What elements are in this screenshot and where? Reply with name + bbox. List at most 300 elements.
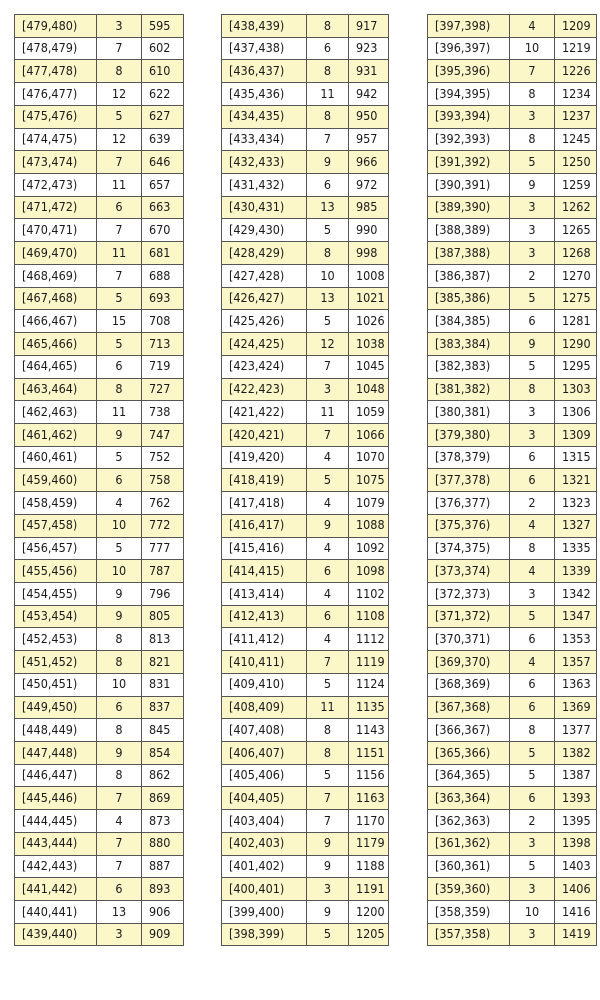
cumulative-count-cell: 1398: [555, 832, 597, 855]
table-row: [428, 492, 597, 515]
cumulative-count-cell: 1124: [349, 673, 389, 696]
cumulative-count-cell: 931: [349, 60, 389, 83]
table-row: [428, 514, 597, 537]
table-row: [15, 742, 184, 765]
frequency-cell: 4: [510, 15, 555, 38]
table-row: [222, 673, 389, 696]
frequency-cell: 4: [307, 537, 349, 560]
frequency-cell: 13: [307, 196, 349, 219]
table-row: [15, 242, 184, 265]
frequency-cell: 8: [510, 128, 555, 151]
score-interval-cell: [415,416): [222, 537, 307, 560]
cumulative-count-cell: 1045: [349, 355, 389, 378]
table-row: [428, 105, 597, 128]
frequency-cell: 7: [97, 151, 142, 174]
table-row: [15, 196, 184, 219]
score-interval-cell: [361,362): [428, 832, 510, 855]
table-row: [428, 196, 597, 219]
table-row: [428, 401, 597, 424]
score-interval-cell: [427,428): [222, 264, 307, 287]
cumulative-count-cell: 1188: [349, 855, 389, 878]
table-row: [222, 287, 389, 310]
score-interval-cell: [438,439): [222, 15, 307, 38]
cumulative-count-cell: 657: [142, 174, 184, 197]
frequency-cell: 11: [307, 401, 349, 424]
frequency-cell: 3: [510, 832, 555, 855]
frequency-cell: 5: [307, 219, 349, 242]
cumulative-count-cell: 1205: [349, 923, 389, 946]
table-row: [15, 15, 184, 38]
cumulative-count-cell: 1226: [555, 60, 597, 83]
table-row: [222, 787, 389, 810]
cumulative-count-cell: 719: [142, 355, 184, 378]
frequency-cell: 4: [97, 810, 142, 833]
cumulative-count-cell: 869: [142, 787, 184, 810]
score-interval-cell: [393,394): [428, 105, 510, 128]
table-row: [15, 832, 184, 855]
score-interval-cell: [431,432): [222, 174, 307, 197]
cumulative-count-cell: 727: [142, 378, 184, 401]
score-interval-cell: [378,379): [428, 446, 510, 469]
frequency-cell: 10: [97, 673, 142, 696]
cumulative-count-cell: 1156: [349, 764, 389, 787]
score-interval-cell: [412,413): [222, 605, 307, 628]
score-interval-cell: [420,421): [222, 423, 307, 446]
table-row: [428, 287, 597, 310]
cumulative-count-cell: 813: [142, 628, 184, 651]
table-row: [222, 15, 389, 38]
table-row: [222, 355, 389, 378]
frequency-cell: 8: [307, 242, 349, 265]
cumulative-count-cell: 998: [349, 242, 389, 265]
score-interval-cell: [467,468): [15, 287, 97, 310]
cumulative-count-cell: 738: [142, 401, 184, 424]
cumulative-count-cell: 1250: [555, 151, 597, 174]
score-interval-cell: [474,475): [15, 128, 97, 151]
score-interval-cell: [417,418): [222, 492, 307, 515]
cumulative-count-cell: 985: [349, 196, 389, 219]
table-row: [15, 219, 184, 242]
cumulative-count-cell: 1382: [555, 742, 597, 765]
score-interval-cell: [429,430): [222, 219, 307, 242]
table-row: [222, 582, 389, 605]
table-row: [15, 582, 184, 605]
score-table-body: [15, 15, 184, 946]
score-interval-cell: [423,424): [222, 355, 307, 378]
table-row: [222, 333, 389, 356]
frequency-cell: 13: [97, 901, 142, 924]
table-row: [222, 696, 389, 719]
table-row: [15, 696, 184, 719]
cumulative-count-cell: 1393: [555, 787, 597, 810]
table-row: [222, 151, 389, 174]
score-interval-cell: [359,360): [428, 878, 510, 901]
frequency-cell: 10: [307, 264, 349, 287]
score-interval-cell: [386,387): [428, 264, 510, 287]
frequency-cell: 10: [97, 560, 142, 583]
table-row: [428, 673, 597, 696]
table-row: [15, 469, 184, 492]
score-interval-cell: [418,419): [222, 469, 307, 492]
frequency-cell: 9: [97, 423, 142, 446]
cumulative-count-cell: 942: [349, 83, 389, 106]
cumulative-count-cell: 1268: [555, 242, 597, 265]
score-interval-cell: [421,422): [222, 401, 307, 424]
frequency-cell: 4: [97, 492, 142, 515]
table-row: [428, 446, 597, 469]
cumulative-count-cell: 777: [142, 537, 184, 560]
cumulative-count-cell: 1342: [555, 582, 597, 605]
score-interval-cell: [454,455): [15, 582, 97, 605]
score-interval-cell: [406,407): [222, 742, 307, 765]
cumulative-count-cell: 1179: [349, 832, 389, 855]
table-row: [428, 151, 597, 174]
score-interval-cell: [469,470): [15, 242, 97, 265]
cumulative-count-cell: 887: [142, 855, 184, 878]
frequency-cell: 8: [307, 105, 349, 128]
frequency-cell: 8: [307, 15, 349, 38]
score-interval-cell: [405,406): [222, 764, 307, 787]
table-row: [428, 310, 597, 333]
frequency-cell: 5: [307, 310, 349, 333]
score-interval-cell: [372,373): [428, 582, 510, 605]
table-row: [222, 719, 389, 742]
frequency-cell: 3: [510, 582, 555, 605]
score-interval-cell: [470,471): [15, 219, 97, 242]
cumulative-count-cell: 646: [142, 151, 184, 174]
table-row: [222, 423, 389, 446]
table-row: [15, 83, 184, 106]
table-row: [428, 60, 597, 83]
cumulative-count-cell: 950: [349, 105, 389, 128]
frequency-cell: 8: [510, 719, 555, 742]
frequency-cell: 3: [97, 15, 142, 38]
cumulative-count-cell: 1270: [555, 264, 597, 287]
score-interval-cell: [370,371): [428, 628, 510, 651]
score-interval-cell: [465,466): [15, 333, 97, 356]
score-interval-cell: [443,444): [15, 832, 97, 855]
table-row: [222, 878, 389, 901]
table-row: [15, 560, 184, 583]
cumulative-count-cell: 1112: [349, 628, 389, 651]
score-interval-cell: [433,434): [222, 128, 307, 151]
frequency-cell: 5: [97, 537, 142, 560]
frequency-cell: 8: [97, 628, 142, 651]
frequency-cell: 9: [307, 151, 349, 174]
score-interval-cell: [397,398): [428, 15, 510, 38]
frequency-cell: 5: [97, 333, 142, 356]
score-interval-cell: [435,436): [222, 83, 307, 106]
table-row: [15, 355, 184, 378]
cumulative-count-cell: 1295: [555, 355, 597, 378]
score-interval-cell: [451,452): [15, 651, 97, 674]
score-interval-cell: [408,409): [222, 696, 307, 719]
score-interval-cell: [394,395): [428, 83, 510, 106]
cumulative-count-cell: 747: [142, 423, 184, 446]
score-interval-cell: [468,469): [15, 264, 97, 287]
frequency-cell: 6: [97, 878, 142, 901]
cumulative-count-cell: 966: [349, 151, 389, 174]
cumulative-count-cell: 708: [142, 310, 184, 333]
cumulative-count-cell: 1369: [555, 696, 597, 719]
table-row: [222, 560, 389, 583]
score-interval-cell: [360,361): [428, 855, 510, 878]
table-row: [428, 742, 597, 765]
table-row: [428, 174, 597, 197]
cumulative-count-cell: 1119: [349, 651, 389, 674]
score-interval-cell: [411,412): [222, 628, 307, 651]
cumulative-count-cell: 595: [142, 15, 184, 38]
cumulative-count-cell: 1191: [349, 878, 389, 901]
cumulative-count-cell: 688: [142, 264, 184, 287]
frequency-cell: 8: [97, 719, 142, 742]
frequency-cell: 6: [510, 469, 555, 492]
table-row: [222, 537, 389, 560]
table-row: [222, 37, 389, 60]
table-row: [15, 764, 184, 787]
score-table-1: [14, 14, 184, 946]
frequency-cell: 7: [307, 355, 349, 378]
score-interval-cell: [388,389): [428, 219, 510, 242]
cumulative-count-cell: 1347: [555, 605, 597, 628]
score-interval-cell: [455,456): [15, 560, 97, 583]
score-interval-cell: [478,479): [15, 37, 97, 60]
table-row: [428, 582, 597, 605]
frequency-cell: 7: [307, 423, 349, 446]
table-row: [428, 423, 597, 446]
cumulative-count-cell: 1059: [349, 401, 389, 424]
score-interval-cell: [376,377): [428, 492, 510, 515]
score-interval-cell: [373,374): [428, 560, 510, 583]
score-interval-cell: [458,459): [15, 492, 97, 515]
cumulative-count-cell: 681: [142, 242, 184, 265]
cumulative-count-cell: 972: [349, 174, 389, 197]
frequency-cell: 9: [307, 855, 349, 878]
score-interval-cell: [479,480): [15, 15, 97, 38]
table-row: [15, 537, 184, 560]
cumulative-count-cell: 1363: [555, 673, 597, 696]
score-interval-cell: [367,368): [428, 696, 510, 719]
cumulative-count-cell: 663: [142, 196, 184, 219]
score-interval-cell: [384,385): [428, 310, 510, 333]
cumulative-count-cell: 923: [349, 37, 389, 60]
table-row: [222, 923, 389, 946]
table-row: [15, 128, 184, 151]
table-row: [428, 605, 597, 628]
table-row: [428, 651, 597, 674]
cumulative-count-cell: 1259: [555, 174, 597, 197]
table-row: [15, 174, 184, 197]
cumulative-count-cell: 622: [142, 83, 184, 106]
table-row: [222, 128, 389, 151]
cumulative-count-cell: 1200: [349, 901, 389, 924]
cumulative-count-cell: 1335: [555, 537, 597, 560]
frequency-cell: 6: [307, 605, 349, 628]
cumulative-count-cell: 1143: [349, 719, 389, 742]
frequency-cell: 9: [97, 605, 142, 628]
frequency-cell: 3: [510, 878, 555, 901]
score-interval-cell: [402,403): [222, 832, 307, 855]
score-interval-cell: [459,460): [15, 469, 97, 492]
frequency-cell: 6: [307, 37, 349, 60]
score-interval-cell: [413,414): [222, 582, 307, 605]
cumulative-count-cell: 772: [142, 514, 184, 537]
frequency-cell: 6: [97, 696, 142, 719]
cumulative-count-cell: 693: [142, 287, 184, 310]
cumulative-count-cell: 821: [142, 651, 184, 674]
cumulative-count-cell: 787: [142, 560, 184, 583]
frequency-cell: 3: [510, 219, 555, 242]
score-interval-cell: [450,451): [15, 673, 97, 696]
frequency-cell: 11: [97, 242, 142, 265]
frequency-cell: 8: [97, 764, 142, 787]
score-interval-cell: [466,467): [15, 310, 97, 333]
cumulative-count-cell: 837: [142, 696, 184, 719]
score-interval-cell: [383,384): [428, 333, 510, 356]
frequency-cell: 8: [97, 378, 142, 401]
score-interval-cell: [371,372): [428, 605, 510, 628]
cumulative-count-cell: 1306: [555, 401, 597, 424]
table-row: [222, 469, 389, 492]
cumulative-count-cell: 845: [142, 719, 184, 742]
score-interval-cell: [401,402): [222, 855, 307, 878]
frequency-cell: 9: [307, 901, 349, 924]
frequency-cell: 7: [97, 264, 142, 287]
score-interval-cell: [432,433): [222, 151, 307, 174]
score-table-2: [221, 14, 389, 946]
score-interval-cell: [445,446): [15, 787, 97, 810]
score-interval-cell: [392,393): [428, 128, 510, 151]
score-interval-cell: [391,392): [428, 151, 510, 174]
cumulative-count-cell: 1309: [555, 423, 597, 446]
table-row: [15, 787, 184, 810]
frequency-cell: 7: [307, 810, 349, 833]
cumulative-count-cell: 602: [142, 37, 184, 60]
score-interval-cell: [422,423): [222, 378, 307, 401]
frequency-cell: 3: [510, 196, 555, 219]
frequency-cell: 7: [97, 787, 142, 810]
table-row: [222, 378, 389, 401]
score-interval-cell: [365,366): [428, 742, 510, 765]
table-row: [428, 469, 597, 492]
frequency-cell: 6: [97, 196, 142, 219]
cumulative-count-cell: 1079: [349, 492, 389, 515]
table-row: [222, 855, 389, 878]
frequency-cell: 5: [510, 855, 555, 878]
score-table-3: [427, 14, 597, 946]
score-interval-cell: [375,376): [428, 514, 510, 537]
frequency-cell: 9: [510, 333, 555, 356]
score-table-body: [428, 15, 597, 946]
table-row: [15, 492, 184, 515]
score-interval-cell: [368,369): [428, 673, 510, 696]
frequency-cell: 10: [97, 514, 142, 537]
frequency-cell: 4: [510, 651, 555, 674]
score-interval-cell: [409,410): [222, 673, 307, 696]
score-interval-cell: [444,445): [15, 810, 97, 833]
table-row: [428, 242, 597, 265]
frequency-cell: 4: [307, 582, 349, 605]
table-row: [222, 219, 389, 242]
score-interval-cell: [456,457): [15, 537, 97, 560]
table-row: [15, 310, 184, 333]
frequency-cell: 5: [510, 151, 555, 174]
table-row: [15, 401, 184, 424]
score-interval-cell: [453,454): [15, 605, 97, 628]
table-row: [428, 855, 597, 878]
score-interval-cell: [426,427): [222, 287, 307, 310]
cumulative-count-cell: 610: [142, 60, 184, 83]
cumulative-count-cell: 862: [142, 764, 184, 787]
frequency-cell: 10: [510, 901, 555, 924]
score-interval-cell: [452,453): [15, 628, 97, 651]
table-row: [428, 832, 597, 855]
table-row: [15, 333, 184, 356]
table-row: [428, 810, 597, 833]
score-interval-cell: [358,359): [428, 901, 510, 924]
score-interval-cell: [410,411): [222, 651, 307, 674]
cumulative-count-cell: 1021: [349, 287, 389, 310]
cumulative-count-cell: 1275: [555, 287, 597, 310]
table-row: [15, 105, 184, 128]
cumulative-count-cell: 1070: [349, 446, 389, 469]
frequency-cell: 2: [510, 810, 555, 833]
frequency-cell: 3: [307, 378, 349, 401]
cumulative-count-cell: 1237: [555, 105, 597, 128]
score-interval-cell: [385,386): [428, 287, 510, 310]
score-interval-cell: [457,458): [15, 514, 97, 537]
table-row: [222, 196, 389, 219]
cumulative-count-cell: 1265: [555, 219, 597, 242]
cumulative-count-cell: 1108: [349, 605, 389, 628]
cumulative-count-cell: 1075: [349, 469, 389, 492]
score-interval-cell: [447,448): [15, 742, 97, 765]
frequency-cell: 8: [307, 719, 349, 742]
score-interval-cell: [357,358): [428, 923, 510, 946]
table-row: [15, 151, 184, 174]
cumulative-count-cell: 796: [142, 582, 184, 605]
frequency-cell: 6: [510, 673, 555, 696]
table-row: [222, 832, 389, 855]
cumulative-count-cell: 1048: [349, 378, 389, 401]
cumulative-count-cell: 1066: [349, 423, 389, 446]
cumulative-count-cell: 1419: [555, 923, 597, 946]
score-interval-cell: [387,388): [428, 242, 510, 265]
score-interval-cell: [403,404): [222, 810, 307, 833]
frequency-cell: 4: [307, 628, 349, 651]
frequency-cell: 7: [510, 60, 555, 83]
table-row: [428, 355, 597, 378]
frequency-cell: 3: [307, 878, 349, 901]
cumulative-count-cell: 1403: [555, 855, 597, 878]
score-interval-cell: [381,382): [428, 378, 510, 401]
table-row: [222, 901, 389, 924]
table-row: [428, 15, 597, 38]
frequency-cell: 6: [97, 355, 142, 378]
table-row: [428, 37, 597, 60]
frequency-cell: 5: [97, 287, 142, 310]
cumulative-count-cell: 1315: [555, 446, 597, 469]
cumulative-count-cell: 1008: [349, 264, 389, 287]
frequency-cell: 2: [510, 264, 555, 287]
cumulative-count-cell: 906: [142, 901, 184, 924]
score-interval-cell: [390,391): [428, 174, 510, 197]
cumulative-count-cell: 639: [142, 128, 184, 151]
table-row: [428, 719, 597, 742]
score-interval-cell: [389,390): [428, 196, 510, 219]
score-interval-cell: [362,363): [428, 810, 510, 833]
score-interval-cell: [399,400): [222, 901, 307, 924]
